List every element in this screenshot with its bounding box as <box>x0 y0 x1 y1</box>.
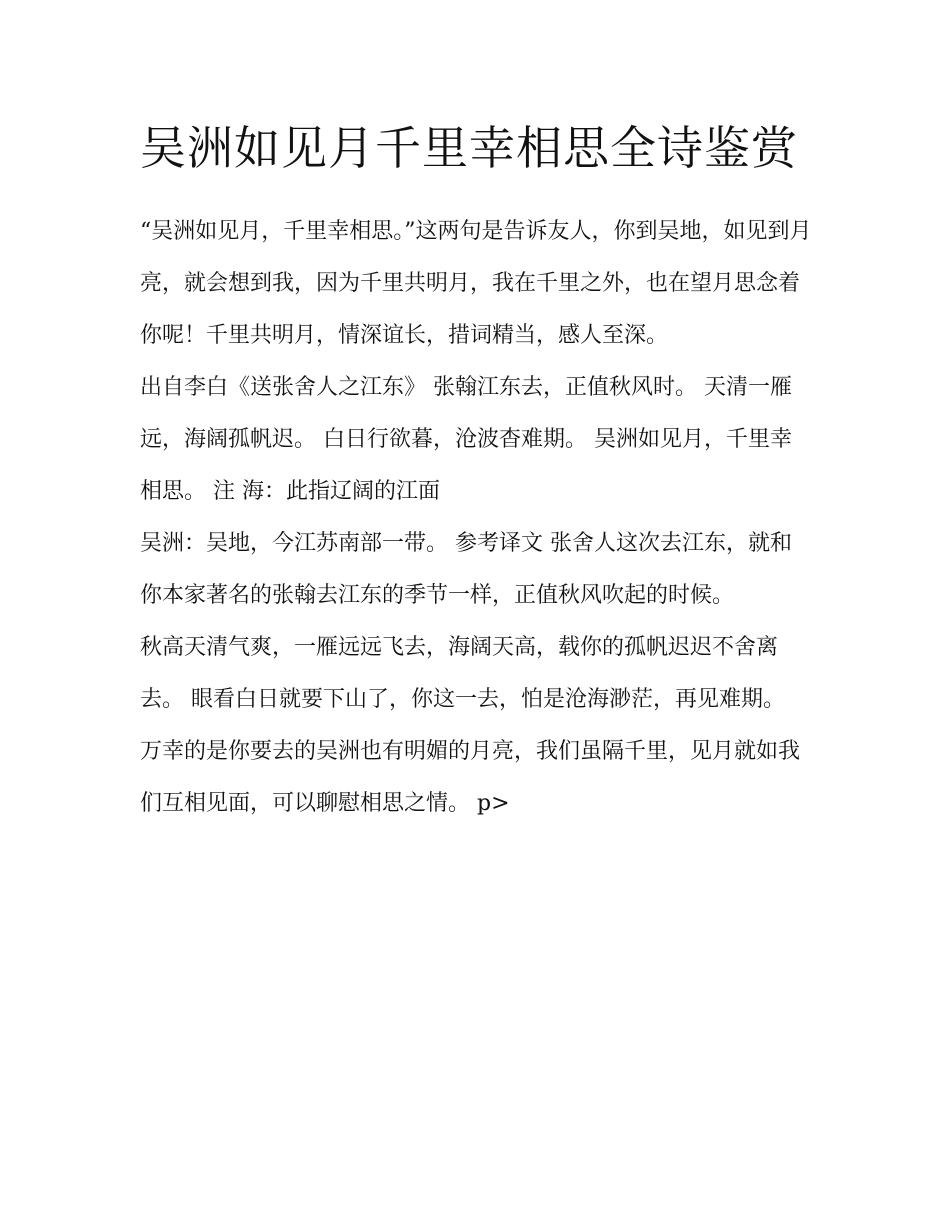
paragraph-source-poem: 出自李白《送张舍人之江东》 张翰江东去，正值秋风时。 天清一雁远，海阔孤帆迟。 白日行欲暮，沧波杳难期。 吴洲如见月，千里幸相思。 注 海：此指辽阔的江面 <box>140 375 792 504</box>
paragraph-intro: “吴洲如见月，千里幸相思。”这两句是告诉友人，你到吴地，如见到月亮，就会想到我，因为千里共明月，我在千里之外，也在望月思念着你呢！千里共明月，情深谊长，措词精当，感人至深。 <box>140 219 812 348</box>
document-content <box>140 112 812 830</box>
document-body <box>140 206 812 830</box>
paragraph-annotation: 吴洲：吴地，今江苏南部一带。 参考译文 张舍人这次去江东，就和你本家著名的张翰去江东的季节一样，正值秋风吹起的时候。 <box>140 531 792 608</box>
paragraph-conclusion: 万幸的是你要去的吴洲也有明媚的月亮，我们虽隔千里，见月就如我们互相见面，可以聊慰相思之情。 p> <box>140 739 801 816</box>
paragraph-translation: 秋高天清气爽，一雁远远飞去，海阔天高，载你的孤帆迟迟不舍离去。 眼看白日就要下山了，你这一去，怕是沧海渺茫，再见难期。 <box>140 635 785 712</box>
document-title: 吴洲如见月千里幸相思全诗鉴赏 <box>140 121 798 175</box>
